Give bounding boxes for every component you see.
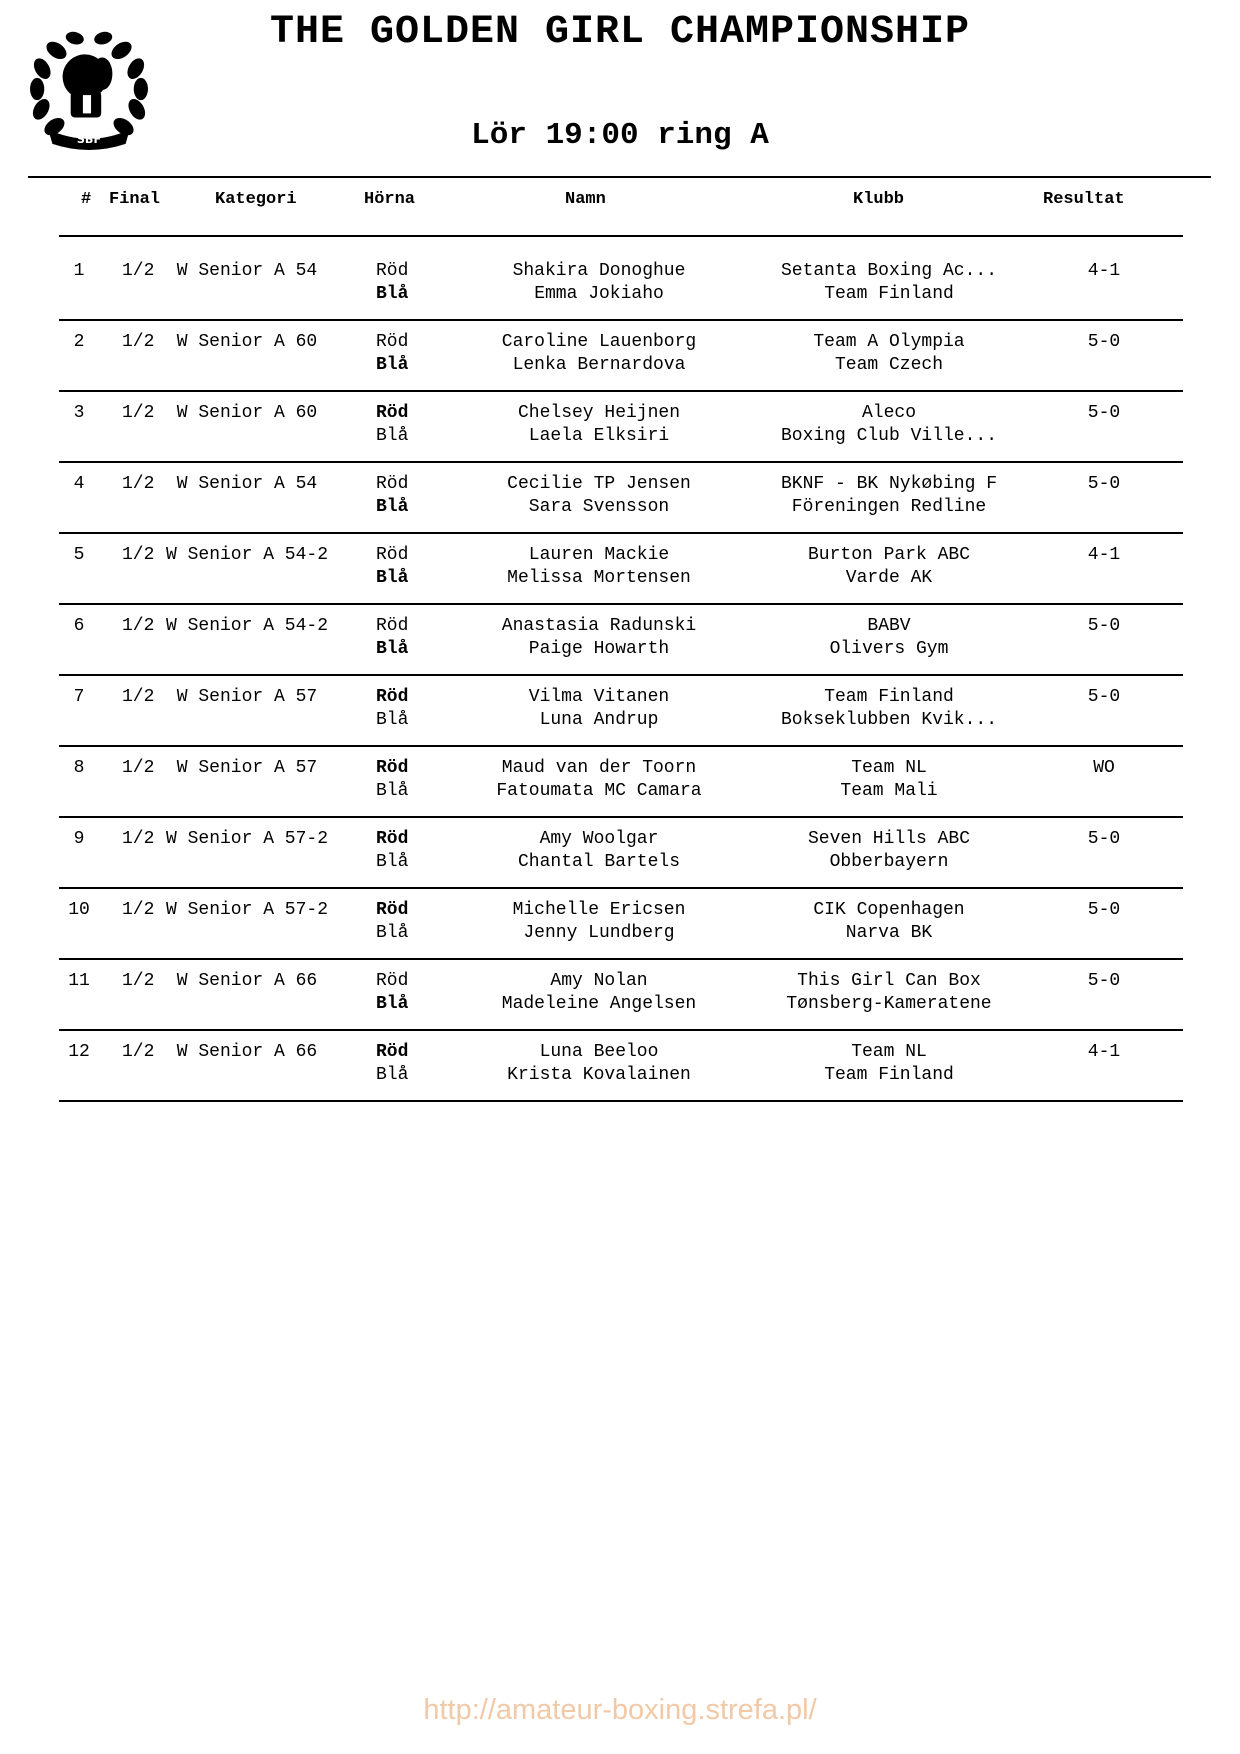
corner-red: Röd [376,474,409,494]
footer-url: http://amateur-boxing.strefa.pl/ [423,1694,817,1726]
corner-red: Röd [376,900,409,920]
bout-final-stage: 1/2 [122,971,155,991]
corner-blue: Blå [376,497,409,517]
corner-blue: Blå [376,355,409,375]
club-red: Aleco [861,403,916,423]
boxer-red-name: Amy Nolan [550,971,648,991]
table-row [59,321,1183,392]
bout-category: W Senior A 57-2 [165,829,329,849]
bout-category: W Senior A 57-2 [165,900,329,920]
bout-final-stage: 1/2 [122,829,155,849]
club-blue: Team Finland [824,1065,954,1085]
boxer-red-name: Lauren Mackie [528,545,670,565]
col-header-num: # [81,190,92,209]
club-blue: Team Czech [834,355,944,375]
boxer-blue-name: Madeleine Angelsen [501,994,697,1014]
club-blue: Team Mali [840,781,938,801]
bout-final-stage: 1/2 [122,758,155,778]
corner-blue: Blå [376,568,409,588]
bout-final-stage: 1/2 [122,900,155,920]
boxer-blue-name: Fatoumata MC Camara [496,781,702,801]
club-red: BABV [867,616,911,636]
club-red: CIK Copenhagen [813,900,965,920]
top-divider [28,176,1211,178]
corner-red: Röd [376,616,409,636]
boxer-red-name: Anastasia Radunski [501,616,697,636]
boxer-blue-name: Paige Howarth [528,639,670,659]
bout-category: W Senior A 66 [176,971,318,991]
col-header-horna: Hörna [364,190,416,209]
corner-blue: Blå [376,639,409,659]
club-red: This Girl Can Box [797,971,981,991]
boxer-red-name: Shakira Donoghue [512,261,686,281]
bout-category: W Senior A 54 [176,474,318,494]
bout-result: 5-0 [1087,687,1121,707]
club-red: Team NL [851,1042,927,1062]
bout-category: W Senior A 54-2 [165,616,329,636]
boxer-blue-name: Emma Jokiaho [534,284,664,304]
bout-number: 5 [73,545,85,565]
boxer-blue-name: Krista Kovalainen [507,1065,691,1085]
col-header-kategori: Kategori [215,190,297,209]
bout-result: 5-0 [1087,403,1121,423]
boxer-red-name: Maud van der Toorn [501,758,697,778]
boxer-blue-name: Chantal Bartels [517,852,681,872]
bout-final-stage: 1/2 [122,1042,155,1062]
boxer-red-name: Caroline Lauenborg [501,332,697,352]
bout-result: 5-0 [1087,616,1121,636]
table-row [59,392,1183,463]
bout-number: 3 [73,403,85,423]
col-header-final: Final [109,190,161,209]
table-row [59,818,1183,889]
corner-red: Röd [376,332,409,352]
club-blue: Olivers Gym [829,639,949,659]
bout-final-stage: 1/2 [122,687,155,707]
corner-blue: Blå [376,923,409,943]
table-row [59,960,1183,1031]
bout-result: WO [1093,758,1115,778]
club-red: Team A Olympia [813,332,965,352]
club-red: Seven Hills ABC [807,829,971,849]
bout-final-stage: 1/2 [122,474,155,494]
col-header-klubb: Klubb [853,190,905,209]
bout-result: 5-0 [1087,900,1121,920]
bout-number: 1 [73,261,85,281]
corner-red: Röd [376,829,409,849]
bout-number: 8 [73,758,85,778]
bout-result: 5-0 [1087,474,1121,494]
bout-result: 4-1 [1087,261,1121,281]
club-blue: Varde AK [845,568,933,588]
bout-category: W Senior A 54 [176,261,318,281]
table-row [59,463,1183,534]
bout-number: 7 [73,687,85,707]
club-blue: Tønsberg-Kameratene [786,994,992,1014]
bout-category: W Senior A 54-2 [165,545,329,565]
boxer-blue-name: Melissa Mortensen [507,568,691,588]
table-row [59,534,1183,605]
club-blue: Bokseklubben Kvik... [780,710,998,730]
bouts-table [59,237,1183,1102]
bout-result: 5-0 [1087,829,1121,849]
bout-final-stage: 1/2 [122,332,155,352]
bout-number: 4 [73,474,85,494]
bout-final-stage: 1/2 [122,403,155,423]
bout-number: 9 [73,829,85,849]
boxer-blue-name: Jenny Lundberg [523,923,675,943]
boxer-red-name: Luna Beeloo [539,1042,659,1062]
boxer-red-name: Cecilie TP Jensen [507,474,691,494]
club-red: Setanta Boxing Ac... [780,261,998,281]
bout-number: 11 [68,971,90,991]
col-header-resultat: Resultat [1043,190,1125,209]
corner-red: Röd [376,971,409,991]
boxer-blue-name: Lenka Bernardova [512,355,686,375]
club-blue: Boxing Club Ville... [780,426,998,446]
corner-blue: Blå [376,1065,409,1085]
table-row [59,237,1183,321]
page-title: THE GOLDEN GIRL CHAMPIONSHIP [269,10,971,55]
corner-red: Röd [376,758,409,778]
bout-number: 10 [68,900,90,920]
bout-category: W Senior A 57 [176,687,318,707]
bout-result: 4-1 [1087,1042,1121,1062]
corner-red: Röd [376,261,409,281]
boxer-blue-name: Laela Elksiri [528,426,670,446]
club-red: Burton Park ABC [807,545,971,565]
boxer-blue-name: Sara Svensson [528,497,670,517]
corner-blue: Blå [376,710,409,730]
bout-final-stage: 1/2 [122,261,155,281]
bout-result: 4-1 [1087,545,1121,565]
boxer-blue-name: Luna Andrup [539,710,659,730]
table-row [59,676,1183,747]
bout-result: 5-0 [1087,971,1121,991]
table-row [59,889,1183,960]
bout-category: W Senior A 57 [176,758,318,778]
bout-category: W Senior A 66 [176,1042,318,1062]
bout-number: 2 [73,332,85,352]
boxer-red-name: Michelle Ericsen [512,900,686,920]
bout-number: 6 [73,616,85,636]
boxer-red-name: Chelsey Heijnen [517,403,681,423]
club-blue: Föreningen Redline [791,497,987,517]
corner-blue: Blå [376,781,409,801]
bout-final-stage: 1/2 [122,545,155,565]
table-row [59,605,1183,676]
club-blue: Narva BK [845,923,933,943]
bout-final-stage: 1/2 [122,616,155,636]
corner-blue: Blå [376,852,409,872]
table-row [59,747,1183,818]
club-red: BKNF - BK Nykøbing F [780,474,998,494]
bout-category: W Senior A 60 [176,403,318,423]
boxer-red-name: Vilma Vitanen [528,687,670,707]
bout-result: 5-0 [1087,332,1121,352]
col-header-namn: Namn [565,190,606,209]
bout-number: 12 [68,1042,90,1062]
corner-red: Röd [376,1042,409,1062]
corner-red: Röd [376,545,409,565]
session-subtitle: Lör 19:00 ring A [471,118,769,153]
corner-red: Röd [376,403,409,423]
club-red: Team Finland [824,687,954,707]
club-red: Team NL [851,758,927,778]
boxer-red-name: Amy Woolgar [539,829,659,849]
club-blue: Team Finland [824,284,954,304]
table-row [59,1031,1183,1102]
club-blue: Obberbayern [829,852,949,872]
corner-red: Röd [376,687,409,707]
logo-text: SBF [76,132,102,146]
corner-blue: Blå [376,426,409,446]
bout-category: W Senior A 60 [176,332,318,352]
corner-blue: Blå [376,994,409,1014]
corner-blue: Blå [376,284,409,304]
